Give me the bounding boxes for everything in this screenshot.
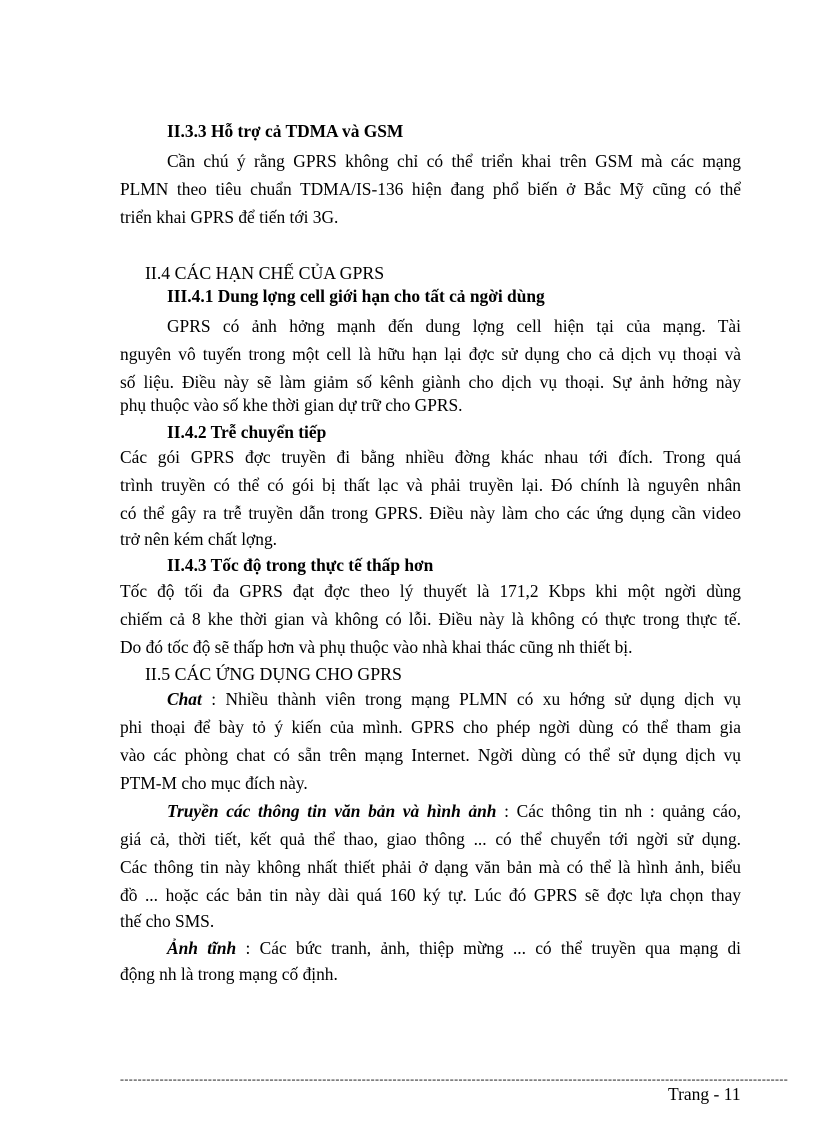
section-heading-2-4: II.4 CÁC HẠN CHẾ CỦA GPRS xyxy=(145,263,385,283)
footer-dashed-rule: -------------------------------------------------------------------------------------------------------------------------------------------------------- xyxy=(120,1072,789,1086)
paragraph-line: Các thông tin này không nhất thiết phải ở dạng văn bản mà có thể là hình ảnh, biểu xyxy=(120,857,741,877)
section-heading-2-4-3: II.4.3 Tốc độ trong thực tế thấp hơn xyxy=(167,555,434,575)
term-info: Truyền các thông tin văn bản và hình ảnh xyxy=(167,801,497,821)
term-still-rest: : Các bức tranh, ảnh, thiệp mừng ... có thể truyền qua mạng di xyxy=(236,938,741,958)
section-heading-2-5: II.5 CÁC ỨNG DỤNG CHO GPRS xyxy=(145,664,402,684)
paragraph-line xyxy=(167,800,741,822)
paragraph-line: số liệu. Điều này sẽ làm giảm số kênh giành cho dịch vụ thoại. Sự ảnh hởng này xyxy=(120,372,741,392)
paragraph-line xyxy=(167,688,741,710)
paragraph-line: Các gói GPRS đợc truyền đi bằng nhiều đờng khác nhau tới đích. Trong quá xyxy=(120,447,741,467)
term-chat: Chat xyxy=(167,689,202,709)
paragraph-line: đồ ... hoặc các bản tin này dài quá 160 ký tự. Lúc đó GPRS sẽ đợc lựa chọn thay xyxy=(120,885,741,905)
paragraph-line: trở nên kém chất lợng. xyxy=(120,529,277,549)
term-chat-rest: : Nhiều thành viên trong mạng PLMN có xu hớng sử dụng dịch vụ xyxy=(201,689,741,709)
paragraph-line: GPRS có ảnh hởng mạnh đến dung lợng cell hiện tại của mạng. Tài xyxy=(167,316,741,336)
paragraph-line: PLMN theo tiêu chuẩn TDMA/IS-136 hiện đang phổ biến ở Bắc Mỹ cũng có thể xyxy=(120,179,741,199)
paragraph-line: PTM-M cho mục đích này. xyxy=(120,773,308,793)
paragraph-line: có thể gây ra trễ truyền dẫn trong GPRS. Điều này làm cho các ứng dụng cần video xyxy=(120,503,741,523)
paragraph-line: nguyên vô tuyến trong một cell là hữu hạn lại đợc sử dụng cho cả dịch vụ thoại và xyxy=(120,344,741,364)
section-heading-3-4-1: III.4.1 Dung lợng cell giới hạn cho tất cả ngời dùng xyxy=(167,286,545,306)
paragraph-line: động nh là trong mạng cố định. xyxy=(120,964,338,984)
paragraph-line: phụ thuộc vào số khe thời gian dự trữ cho GPRS. xyxy=(120,395,463,415)
paragraph-line: trình truyền có thể có gói bị thất lạc và phải truyền lại. Đó chính là nguyên nhân xyxy=(120,475,741,495)
term-info-rest: : Các thông tin nh : quảng cáo, xyxy=(496,801,741,821)
section-heading-2-4-2: II.4.2 Trễ chuyển tiếp xyxy=(167,422,327,442)
paragraph-line: vào các phòng chat có sẵn trên mạng Internet. Ngời dùng có thể sử dụng dịch vụ xyxy=(120,745,741,765)
paragraph-line: Cần chú ý rằng GPRS không chỉ có thể triển khai trên GSM mà các mạng xyxy=(167,151,741,171)
paragraph-line: Tốc độ tối đa GPRS đạt đợc theo lý thuyết là 171,2 Kbps khi một ngời dùng xyxy=(120,581,741,601)
paragraph-line: triển khai GPRS để tiến tới 3G. xyxy=(120,207,339,227)
paragraph-line xyxy=(167,937,741,959)
paragraph-line: thế cho SMS. xyxy=(120,911,215,931)
paragraph-line: phi thoại để bày tỏ ý kiến của mình. GPRS cho phép ngời dùng có thể tham gia xyxy=(120,717,741,737)
page-number: Trang - 11 xyxy=(668,1084,741,1104)
section-heading-2-3-3: II.3.3 Hỗ trợ cả TDMA và GSM xyxy=(167,121,404,141)
paragraph-line: chiếm cả 8 khe thời gian và không có lỗi. Điều này là không có thực trong thực tế. xyxy=(120,609,741,629)
paragraph-line: giá cả, thời tiết, kết quả thể thao, giao thông ... có thể chuyển tới ngời sử dụng. xyxy=(120,829,741,849)
term-still-image: Ảnh tĩnh xyxy=(167,938,237,958)
paragraph-line: Do đó tốc độ sẽ thấp hơn và phụ thuộc vào nhà khai thác cũng nh thiết bị. xyxy=(120,637,633,657)
